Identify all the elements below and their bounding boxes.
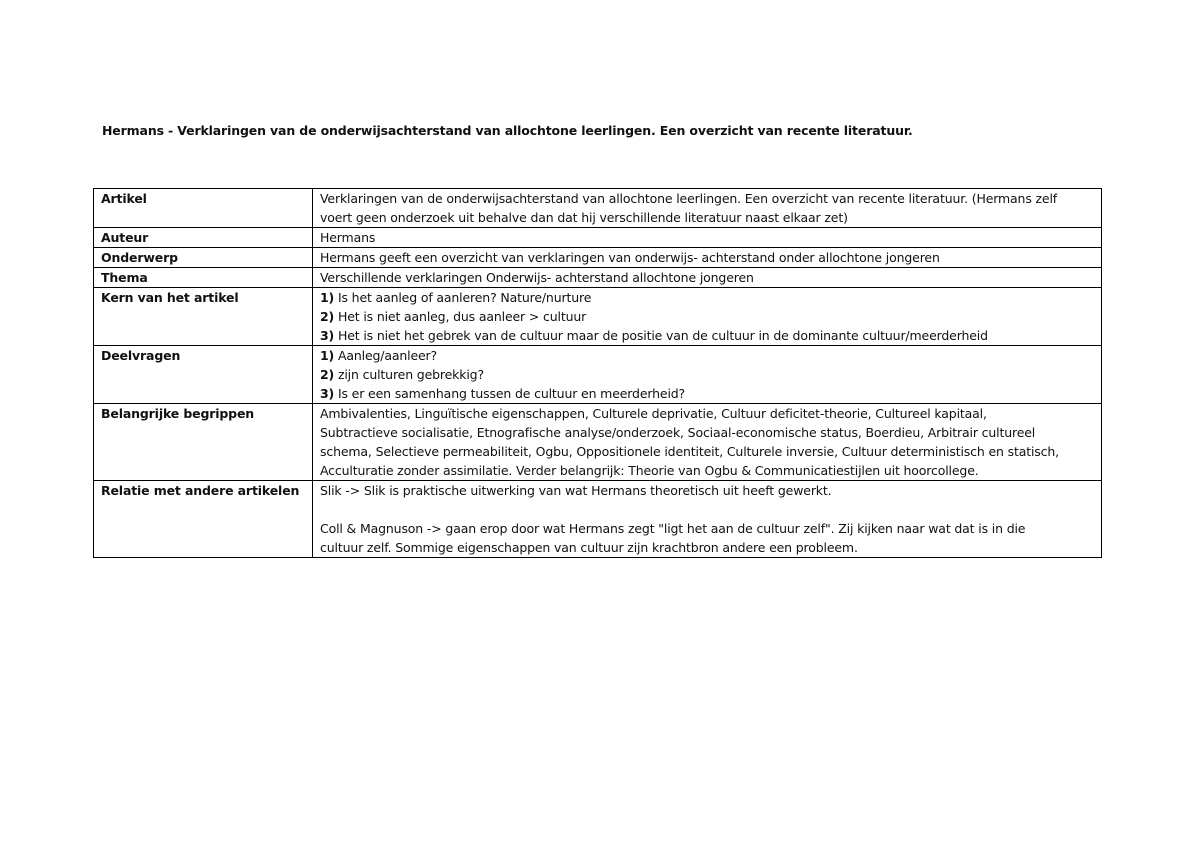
- kern-item-1-number: 1): [320, 290, 335, 305]
- table-row-artikel: [94, 189, 1102, 228]
- kern-item-2-text: Het is niet aanleg, dus aanleer > cultuur: [334, 309, 587, 324]
- row-value-artikel: [313, 189, 1102, 228]
- row-label-kern: Kern van het artikel: [94, 288, 313, 346]
- row-label-auteur: Auteur: [94, 228, 313, 248]
- kern-item-1-text: Is het aanleg of aanleren? Nature/nurture: [334, 290, 592, 305]
- table-row-thema: [94, 268, 1102, 288]
- thema-value: Verschillende verklaringen Onderwijs- achterstand allochtone jongeren: [320, 270, 754, 285]
- row-value-begrippen: [313, 404, 1102, 481]
- relatie-spacer: [320, 500, 1097, 519]
- table-row-deelvragen: [94, 346, 1102, 404]
- row-value-thema: [313, 268, 1102, 288]
- kern-item-2: [320, 307, 1097, 326]
- table-row-kern: [94, 288, 1102, 346]
- row-label-relatie: Relatie met andere artikelen: [94, 481, 313, 558]
- kern-item-1: [320, 288, 1097, 307]
- begrippen-line-3: schema, Selectieve permeabiliteit, Ogbu, Oppositionele identiteit, Culturele inversie, Cultuur deterministisch en statisch,: [320, 444, 1059, 459]
- deelvraag-item-2-number: 2): [320, 367, 335, 382]
- relatie-line-3: cultuur zelf. Sommige eigenschappen van cultuur zijn krachtbron andere een probleem.: [320, 540, 858, 555]
- row-value-onderwerp: [313, 248, 1102, 268]
- deelvraag-item-3-text: Is er een samenhang tussen de cultuur en meerderheid?: [334, 386, 686, 401]
- table-row-onderwerp: [94, 248, 1102, 268]
- deelvraag-item-1-number: 1): [320, 348, 335, 363]
- row-value-relatie: [313, 481, 1102, 558]
- document-title: Hermans - Verklaringen van de onderwijsachterstand van allochtone leerlingen. Een overzicht van recente literatuur.: [102, 123, 913, 138]
- summary-table: [93, 188, 1102, 558]
- deelvraag-item-2-text: zijn culturen gebrekkig?: [334, 367, 484, 382]
- deelvraag-item-2: [320, 365, 1097, 384]
- begrippen-line-2: Subtractieve socialisatie, Etnografische analyse/onderzoek, Sociaal-economische status, Boerdieu, Arbitrair cultureel: [320, 425, 1036, 440]
- row-value-auteur: [313, 228, 1102, 248]
- kern-item-3-text: Het is niet het gebrek van de cultuur maar de positie van de cultuur in de dominante cultuur/meerderheid: [334, 328, 988, 343]
- kern-item-2-number: 2): [320, 309, 335, 324]
- kern-item-3: [320, 326, 1097, 345]
- row-label-onderwerp: Onderwerp: [94, 248, 313, 268]
- artikel-line-1: Verklaringen van de onderwijsachterstand van allochtone leerlingen. Een overzicht van recente literatuur. (Hermans zelf: [320, 191, 1058, 206]
- begrippen-line-4: Acculturatie zonder assimilatie. Verder belangrijk: Theorie van Ogbu & Communicatiestijlen uit hoorcollege.: [320, 463, 979, 478]
- row-label-artikel: Artikel: [94, 189, 313, 228]
- row-label-thema: Thema: [94, 268, 313, 288]
- row-value-kern: [313, 288, 1102, 346]
- relatie-line-1: Slik -> Slik is praktische uitwerking van wat Hermans theoretisch uit heeft gewerkt.: [320, 483, 832, 498]
- deelvraag-item-3: [320, 384, 1097, 403]
- onderwerp-value: Hermans geeft een overzicht van verklaringen van onderwijs- achterstand onder allochtone jongeren: [320, 250, 940, 265]
- deelvraag-item-1-text: Aanleg/aanleer?: [334, 348, 438, 363]
- deelvraag-item-1: [320, 346, 1097, 365]
- deelvraag-item-3-number: 3): [320, 386, 335, 401]
- kern-item-3-number: 3): [320, 328, 335, 343]
- relatie-line-2: Coll & Magnuson -> gaan erop door wat Hermans zegt "ligt het aan de cultuur zelf". Zij kijken naar wat dat is in die: [320, 521, 1026, 536]
- artikel-line-2: voert geen onderzoek uit behalve dan dat hij verschillende literatuur naast elkaar zet): [320, 210, 848, 225]
- table-row-relatie: [94, 481, 1102, 558]
- begrippen-line-1: Ambivalenties, Linguïtische eigenschappen, Culturele deprivatie, Cultuur deficitet-theorie, Cultureel kapitaal,: [320, 406, 987, 421]
- table-row-begrippen: [94, 404, 1102, 481]
- row-label-deelvragen: Deelvragen: [94, 346, 313, 404]
- row-value-deelvragen: [313, 346, 1102, 404]
- row-label-begrippen: Belangrijke begrippen: [94, 404, 313, 481]
- auteur-value: Hermans: [320, 230, 376, 245]
- table-row-auteur: [94, 228, 1102, 248]
